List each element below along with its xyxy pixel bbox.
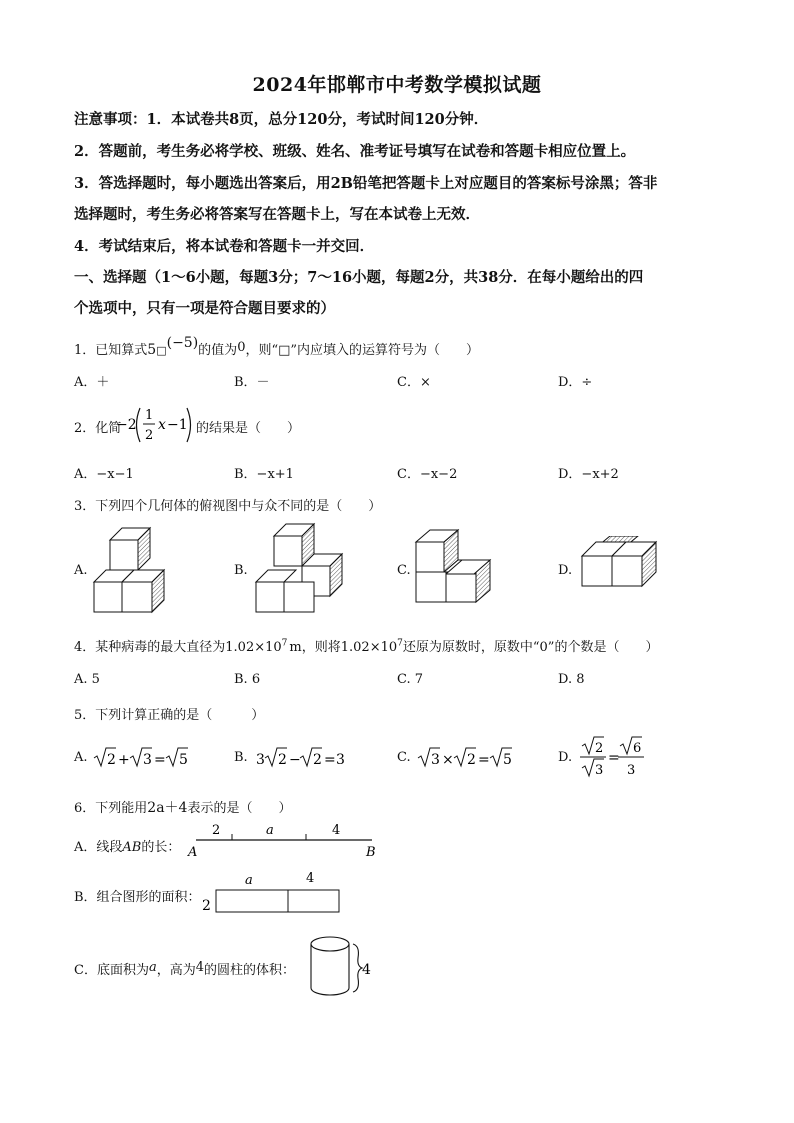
q2-option-c[interactable]: C．−x−2 (397, 467, 458, 482)
q2-expression (116, 402, 198, 448)
svg-text:=: = (478, 752, 490, 768)
q6-option-c[interactable] (74, 959, 295, 978)
svg-text:=: = (608, 750, 620, 766)
q6-prefix: 6．下列能用 (74, 801, 148, 816)
q6-rect-a: a (245, 873, 253, 888)
section-header-line2: 个选项中，只有一项是符合题目要求的） (74, 300, 335, 317)
q6-rect-4: 4 (306, 871, 315, 886)
svg-text:2: 2 (107, 752, 116, 768)
q6-suffix: 表示的是（ ） (187, 801, 292, 816)
q6-seg-2: 2 (212, 823, 221, 838)
q1-box: □ (156, 344, 167, 357)
q6-a-suffix: 的长： (141, 840, 181, 855)
q2-option-d[interactable]: D．−x+2 (558, 467, 619, 482)
q4-exp2: 7 (397, 638, 403, 649)
q3-solid-d (578, 536, 663, 606)
q4-mid: ，则将 (301, 640, 341, 655)
svg-text:5: 5 (503, 752, 512, 768)
note-4: 4．考试结束后，将本试卷和答题卡一并交回． (74, 238, 375, 255)
svg-text:−1: −1 (167, 417, 188, 433)
note-3: 3．答选择题时，每小题选出答案后，用2B铅笔把答题卡上对应题目的答案标号涂黑；答非 (74, 175, 658, 192)
q6-cylinder-figure (306, 930, 376, 1002)
q1-expr-5: 5 (147, 342, 157, 358)
q6-c-mid: ，高为 (156, 963, 196, 978)
q6-seg-B: B (366, 845, 376, 860)
q2-suffix: 的结果是（ ） (196, 421, 301, 436)
svg-text:2: 2 (595, 741, 604, 756)
q6-seg-a: a (266, 823, 274, 838)
q4-option-b[interactable]: B. 6 (234, 672, 261, 687)
page-title: 2024年邯郸市中考数学模拟试题 (252, 74, 542, 96)
question-5: 5．下列计算正确的是（ ） (74, 708, 265, 723)
q1-mid: 的值为 (198, 343, 238, 358)
q6-c-a: a (148, 960, 157, 975)
q5-option-b-expr (254, 740, 354, 774)
question-3: 3．下列四个几何体的俯视图中与众不同的是（ ） (74, 499, 382, 514)
q5-label-b[interactable]: B. (234, 750, 248, 765)
q5-option-c-expr (416, 740, 516, 774)
q6-a-label: A．线段 (74, 840, 123, 855)
q3-label-a[interactable]: A. (74, 563, 88, 578)
q5-option-d-expr (580, 734, 650, 780)
svg-text:2: 2 (467, 752, 476, 768)
svg-text:=: = (324, 752, 336, 768)
q1-suffix: ，则“□”内应填入的运算符号为（ ） (245, 343, 480, 358)
q6-rect-figure (198, 868, 348, 918)
svg-text:−: − (289, 752, 301, 768)
svg-text:−2: −2 (116, 417, 137, 433)
q1-option-d[interactable]: D．÷ (558, 375, 593, 390)
q4-exp1: 7 (281, 638, 288, 649)
svg-text:×: × (442, 752, 454, 768)
question-6 (74, 797, 291, 817)
q1-option-c[interactable]: C．× (397, 375, 431, 390)
q6-segment-figure (186, 820, 382, 860)
svg-text:5: 5 (179, 752, 188, 768)
svg-text:2: 2 (313, 752, 322, 768)
svg-text:6: 6 (633, 741, 642, 756)
q3-label-d[interactable]: D. (558, 563, 573, 578)
note-3-cont: 选择题时，考生务必将答案写在答题卡上，写在本试卷上无效． (74, 206, 480, 223)
q6-rect-2: 2 (202, 898, 211, 914)
svg-text:2: 2 (145, 428, 154, 443)
svg-text:3: 3 (431, 752, 440, 768)
note-1: 注意事项：1．本试卷共8页，总分120分，考试时间120分钟． (74, 111, 489, 128)
q5-label-d[interactable]: D. (558, 750, 573, 765)
q6-c-4: 4 (195, 960, 205, 975)
svg-text:3: 3 (595, 763, 604, 778)
svg-text:3: 3 (336, 752, 345, 768)
q1-prefix: 1．已知算式 (74, 343, 148, 358)
q2-option-b[interactable]: B．−x+1 (234, 467, 294, 482)
q6-a-ab: AB (122, 840, 142, 855)
svg-text:1: 1 (145, 408, 154, 423)
q5-option-a-expr (92, 740, 192, 774)
q4-prefix: 4．某种病毒的最大直径为 (74, 640, 226, 655)
svg-text:3: 3 (256, 752, 265, 768)
section-header-line1: 一、选择题（1～6小题，每题3分；7～16小题，每题2分，共38分．在每小题给出的四 (74, 269, 644, 286)
q4-unit: m (289, 640, 302, 655)
q6-seg-4: 4 (332, 823, 341, 838)
q5-label-c[interactable]: C. (397, 750, 411, 765)
q3-label-b[interactable]: B. (234, 563, 248, 578)
q4-option-c[interactable]: C. 7 (397, 672, 424, 687)
q3-solid-c (412, 526, 502, 616)
svg-text:=: = (154, 752, 166, 768)
q2-option-a[interactable]: A．−x−1 (74, 467, 134, 482)
q1-expr-neg5: (−5) (166, 335, 199, 351)
q3-label-c[interactable]: C. (397, 563, 411, 578)
q4-option-a[interactable]: A. 5 (74, 672, 100, 687)
svg-text:3: 3 (143, 752, 152, 768)
q6-seg-A: A (188, 845, 198, 860)
q4-num2: 1.02×10 (340, 640, 398, 655)
note-2: 2．答题前，考生务必将学校、班级、姓名、准考证号填写在试卷和答题卡相应位置上。 (74, 143, 636, 160)
svg-text:+: + (118, 752, 130, 768)
q5-label-a[interactable]: A. (74, 750, 88, 765)
q6-expr: 2a＋4 (147, 800, 188, 816)
q2-prefix: 2．化简 (74, 421, 122, 436)
q1-option-b[interactable]: B．－ (234, 375, 270, 390)
q1-zero: 0 (237, 340, 246, 355)
svg-text:3: 3 (627, 763, 636, 778)
q6-c-suffix: 的圆柱的体积： (204, 963, 296, 978)
q4-suffix: 还原为原数时，原数中“0”的个数是（ ） (402, 640, 659, 655)
q6-option-a[interactable] (74, 836, 180, 855)
q6-option-b[interactable]: B．组合图形的面积： (74, 890, 201, 905)
q6-cyl-4: 4 (362, 962, 371, 978)
question-1 (74, 335, 480, 358)
q3-solid-a (90, 520, 175, 618)
q4-option-d[interactable]: D. 8 (558, 672, 585, 687)
q6-c-prefix: C．底面积为 (74, 963, 149, 978)
svg-text:x: x (158, 417, 166, 433)
question-4 (74, 636, 658, 655)
q1-option-a[interactable]: A．＋ (74, 375, 110, 390)
q3-solid-b (252, 520, 352, 618)
q4-num1: 1.02×10 (225, 640, 282, 655)
svg-text:2: 2 (278, 752, 287, 768)
